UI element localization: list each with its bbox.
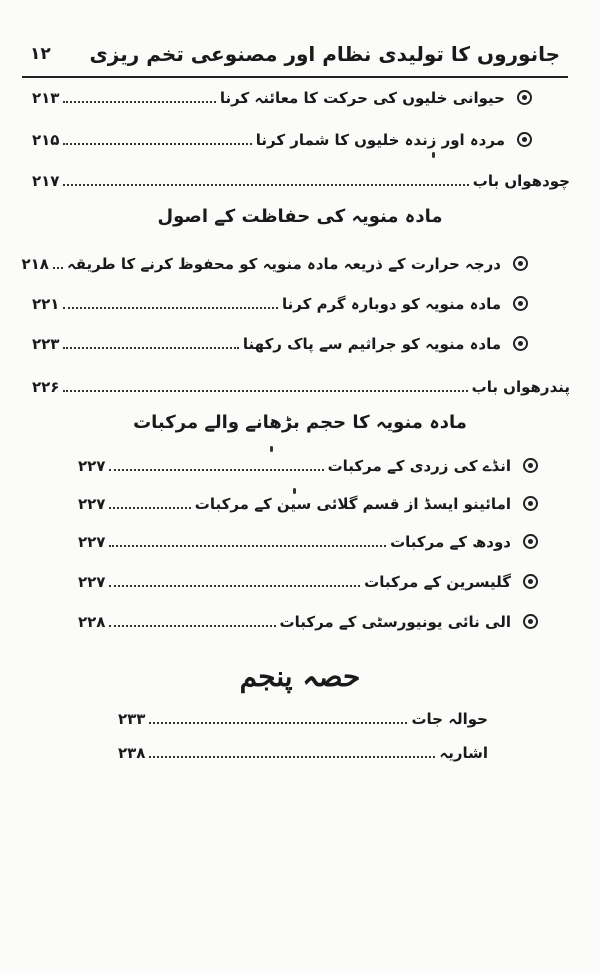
toc-chapter-entry[interactable] — [32, 378, 570, 404]
dot-leader — [149, 746, 435, 758]
dot-leader — [63, 133, 251, 145]
bullet-icon — [523, 534, 538, 549]
entry-page: ۲۲۶ — [32, 378, 60, 396]
chapter-subtitle: مادہ منویہ کی حفاظت کے اصول — [157, 206, 443, 227]
toc-entry[interactable] — [78, 532, 538, 558]
entry-title: مادہ منویہ کو دوبارہ گرم کرنا — [282, 295, 501, 313]
bullet-icon — [513, 296, 528, 311]
bullet-icon — [513, 336, 528, 351]
entry-title: مادہ منویہ کو جراثیم سے پاک رکھنا — [242, 335, 501, 353]
entry-title: دودھ کے مرکبات — [390, 533, 511, 551]
entry-page: ۲۲۷ — [78, 533, 106, 551]
dot-leader — [53, 257, 63, 269]
dot-leader — [109, 615, 275, 627]
bullet-icon — [523, 496, 538, 511]
entry-title: امائینو ایسڈ از قسم گلائی سین کے مرکبات — [194, 495, 511, 513]
toc-entry[interactable] — [21, 254, 528, 280]
chapter-title: چودھواں باب — [472, 172, 570, 190]
entry-title: درجہ حرارت کے ذریعہ مادہ منویہ کو محفوظ کرنے کا طریقہ — [66, 255, 501, 273]
entry-page: ۲۲۳ — [32, 335, 60, 353]
running-title: جانوروں کا تولیدی نظام اور مصنوعی تخم ریزی — [89, 42, 560, 66]
entry-page: ۲۲۷ — [78, 495, 106, 513]
entry-page: ۲۲۷ — [78, 573, 106, 591]
toc-entry[interactable] — [32, 294, 528, 320]
bullet-icon — [523, 574, 538, 589]
dot-leader — [63, 91, 215, 103]
page-number: ۱۲ — [30, 44, 51, 64]
chapter-title: پندرھواں باب — [471, 378, 570, 396]
toc-entry[interactable] — [32, 130, 532, 156]
entry-title: حیوانی خلیوں کی حرکت کا معائنہ کرنا — [219, 89, 505, 107]
entry-page: ۲۳۳ — [118, 710, 146, 728]
entry-title: انڈے کی زردی کے مرکبات — [327, 457, 511, 475]
entry-title: اشاریہ — [439, 744, 488, 762]
dot-leader — [63, 337, 238, 349]
ink-speck — [432, 152, 435, 158]
ink-speck — [270, 446, 273, 452]
dot-leader — [109, 459, 323, 471]
toc-entry[interactable] — [32, 88, 532, 114]
entry-page: ۲۲۷ — [78, 457, 106, 475]
toc-entry[interactable] — [78, 456, 538, 482]
toc-entry[interactable] — [78, 612, 538, 638]
toc-entry[interactable] — [32, 334, 528, 360]
entry-page: ۲۱۳ — [32, 89, 60, 107]
bullet-icon — [523, 458, 538, 473]
entry-page: ۲۳۸ — [118, 744, 146, 762]
entry-page: ۲۲۸ — [78, 613, 106, 631]
entry-title: گلیسرین کے مرکبات — [364, 573, 511, 591]
bullet-icon — [513, 256, 528, 271]
entry-page: ۲۱۸ — [21, 255, 49, 273]
entry-page: ۲۱۵ — [32, 131, 60, 149]
toc-chapter-entry[interactable] — [32, 172, 570, 198]
bullet-icon — [517, 90, 532, 105]
bullet-icon — [523, 614, 538, 629]
dot-leader — [109, 497, 190, 509]
dot-leader — [109, 575, 360, 587]
toc-entry[interactable] — [118, 744, 488, 770]
toc-entry[interactable] — [78, 572, 538, 598]
entry-page: ۲۲۱ — [32, 295, 60, 313]
toc-entry[interactable] — [78, 494, 538, 520]
chapter-subtitle: مادہ منویہ کا حجم بڑھانے والے مرکبات — [133, 412, 467, 433]
bullet-icon — [517, 132, 532, 147]
entry-page: ۲۱۷ — [32, 172, 60, 190]
entry-title: الی نائی یونیورسٹی کے مرکبات — [279, 613, 511, 631]
part-title: حصہ پنجم — [239, 660, 361, 693]
entry-title: مردہ اور زندہ خلیوں کا شمار کرنا — [255, 131, 505, 149]
dot-leader — [63, 297, 278, 309]
dot-leader — [63, 380, 467, 392]
dot-leader — [63, 174, 468, 186]
toc-entry[interactable] — [118, 710, 488, 736]
ink-speck — [293, 488, 296, 494]
dot-leader — [109, 535, 386, 547]
page-header — [22, 40, 568, 78]
entry-title: حوالہ جات — [411, 710, 488, 728]
dot-leader — [149, 712, 407, 724]
